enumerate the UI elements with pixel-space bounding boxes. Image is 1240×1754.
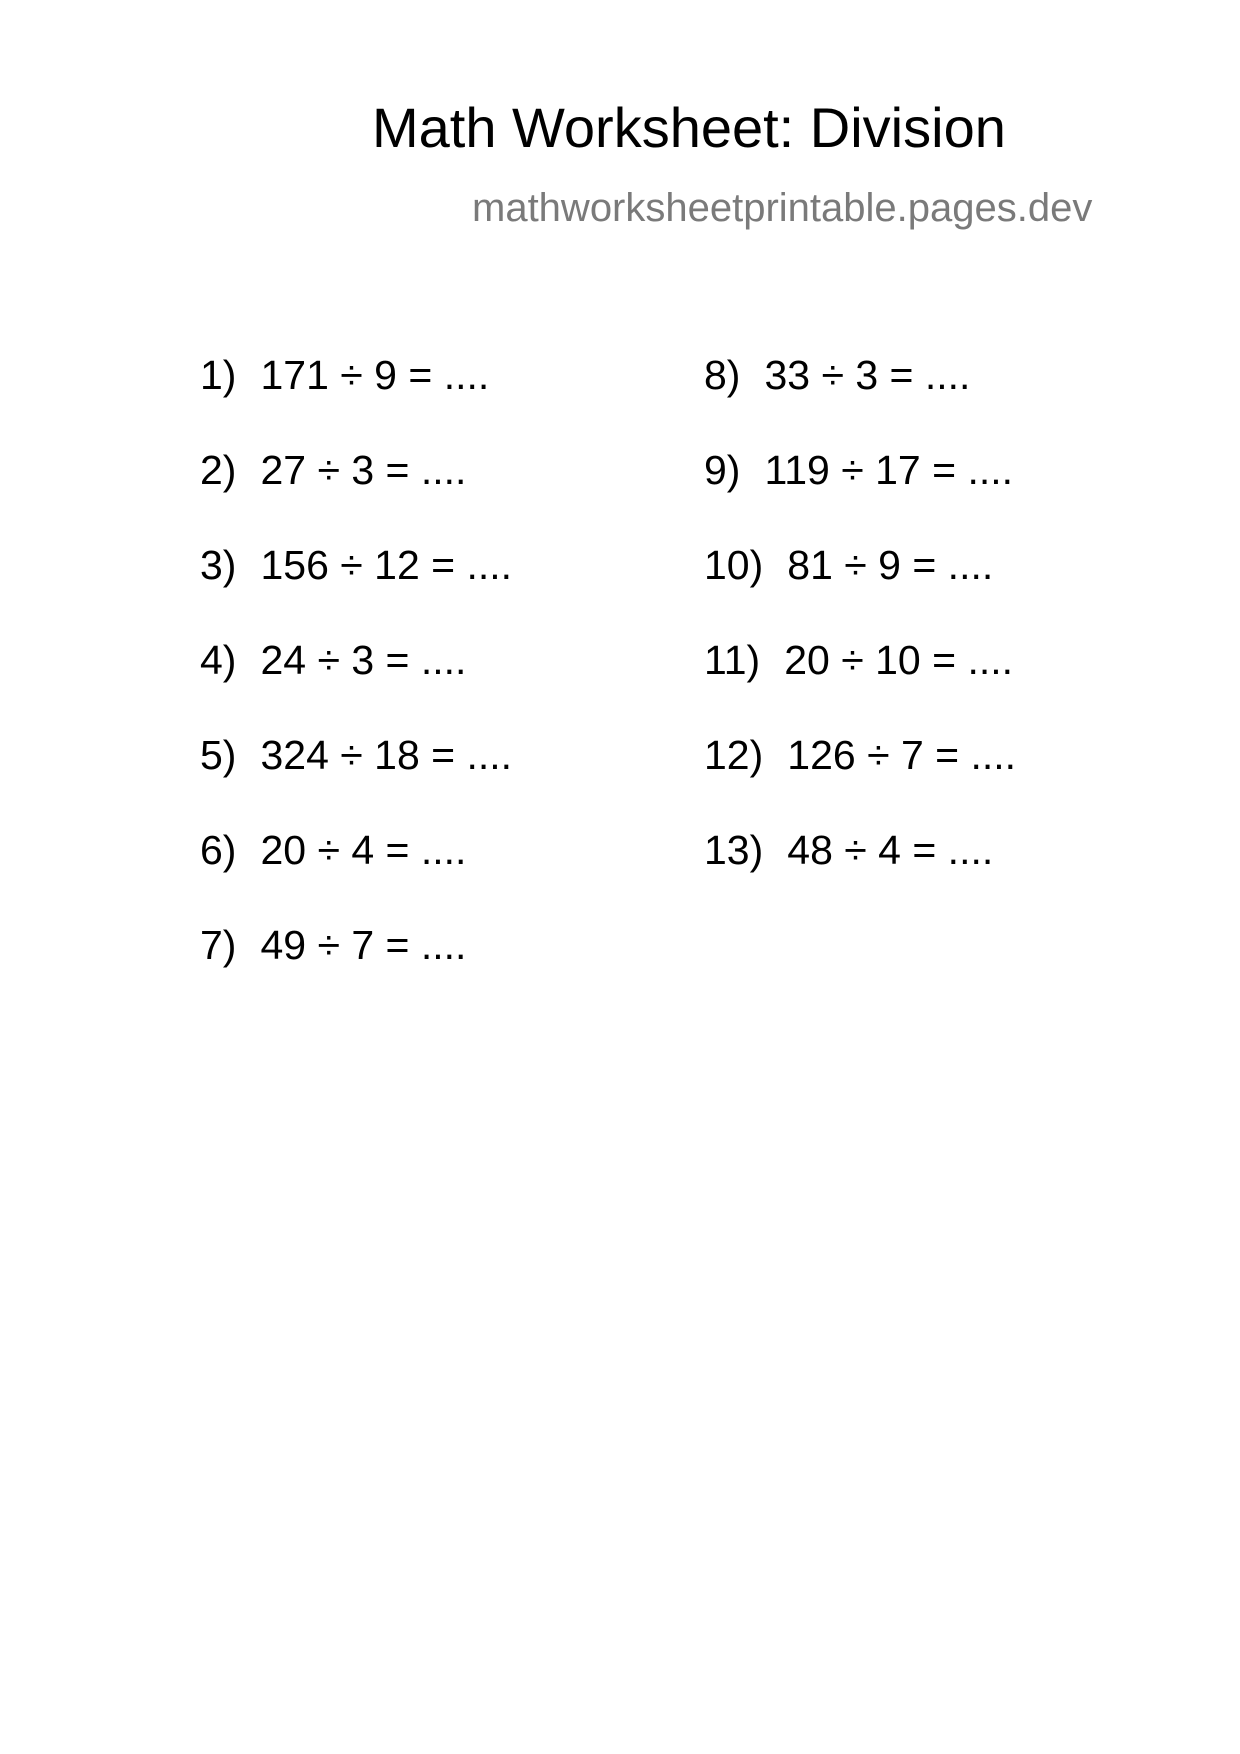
problem-item [200, 447, 680, 545]
page-title: Math Worksheet: Division [372, 96, 1006, 159]
problem-expression: 156 ÷ 12 = .... [260, 542, 513, 588]
problem-column-left [200, 352, 680, 1020]
problem-expression: 49 ÷ 7 = .... [260, 922, 467, 968]
problem-number: 5) [200, 732, 237, 778]
problem-number: 2) [200, 447, 237, 493]
problem-column-right [704, 352, 1184, 925]
problem-expression: 27 ÷ 3 = .... [260, 447, 467, 493]
problem-item [704, 447, 1184, 545]
problem-item [200, 637, 680, 735]
problem-number: 7) [200, 922, 237, 968]
problem-expression: 324 ÷ 18 = .... [260, 732, 513, 778]
problem-number: 1) [200, 352, 237, 398]
problem-expression: 119 ÷ 17 = .... [764, 447, 1014, 493]
problem-item [704, 542, 1184, 640]
problem-number: 11) [704, 637, 761, 683]
problem-number: 13) [704, 827, 764, 873]
problem-number: 6) [200, 827, 237, 873]
problem-number: 12) [704, 732, 764, 778]
problem-item [704, 827, 1184, 925]
problem-expression: 126 ÷ 7 = .... [787, 732, 1017, 778]
problem-number: 3) [200, 542, 237, 588]
problem-item [200, 542, 680, 640]
problem-expression: 20 ÷ 4 = .... [260, 827, 467, 873]
problem-expression: 20 ÷ 10 = .... [784, 637, 1014, 683]
problem-number: 9) [704, 447, 741, 493]
problem-item [200, 922, 680, 1020]
problem-item [200, 732, 680, 830]
problem-number: 4) [200, 637, 237, 683]
problem-number: 10) [704, 542, 764, 588]
problem-expression: 81 ÷ 9 = .... [787, 542, 994, 588]
problem-expression: 48 ÷ 4 = .... [787, 827, 994, 873]
site-url: mathworksheetprintable.pages.dev [472, 186, 1093, 230]
problem-expression: 171 ÷ 9 = .... [260, 352, 490, 398]
problem-item [200, 827, 680, 925]
problem-number: 8) [704, 352, 741, 398]
problem-expression: 24 ÷ 3 = .... [260, 637, 467, 683]
problem-expression: 33 ÷ 3 = .... [764, 352, 971, 398]
problem-item [200, 352, 680, 450]
problem-item [704, 732, 1184, 830]
problem-item [704, 352, 1184, 450]
problem-item [704, 637, 1184, 735]
